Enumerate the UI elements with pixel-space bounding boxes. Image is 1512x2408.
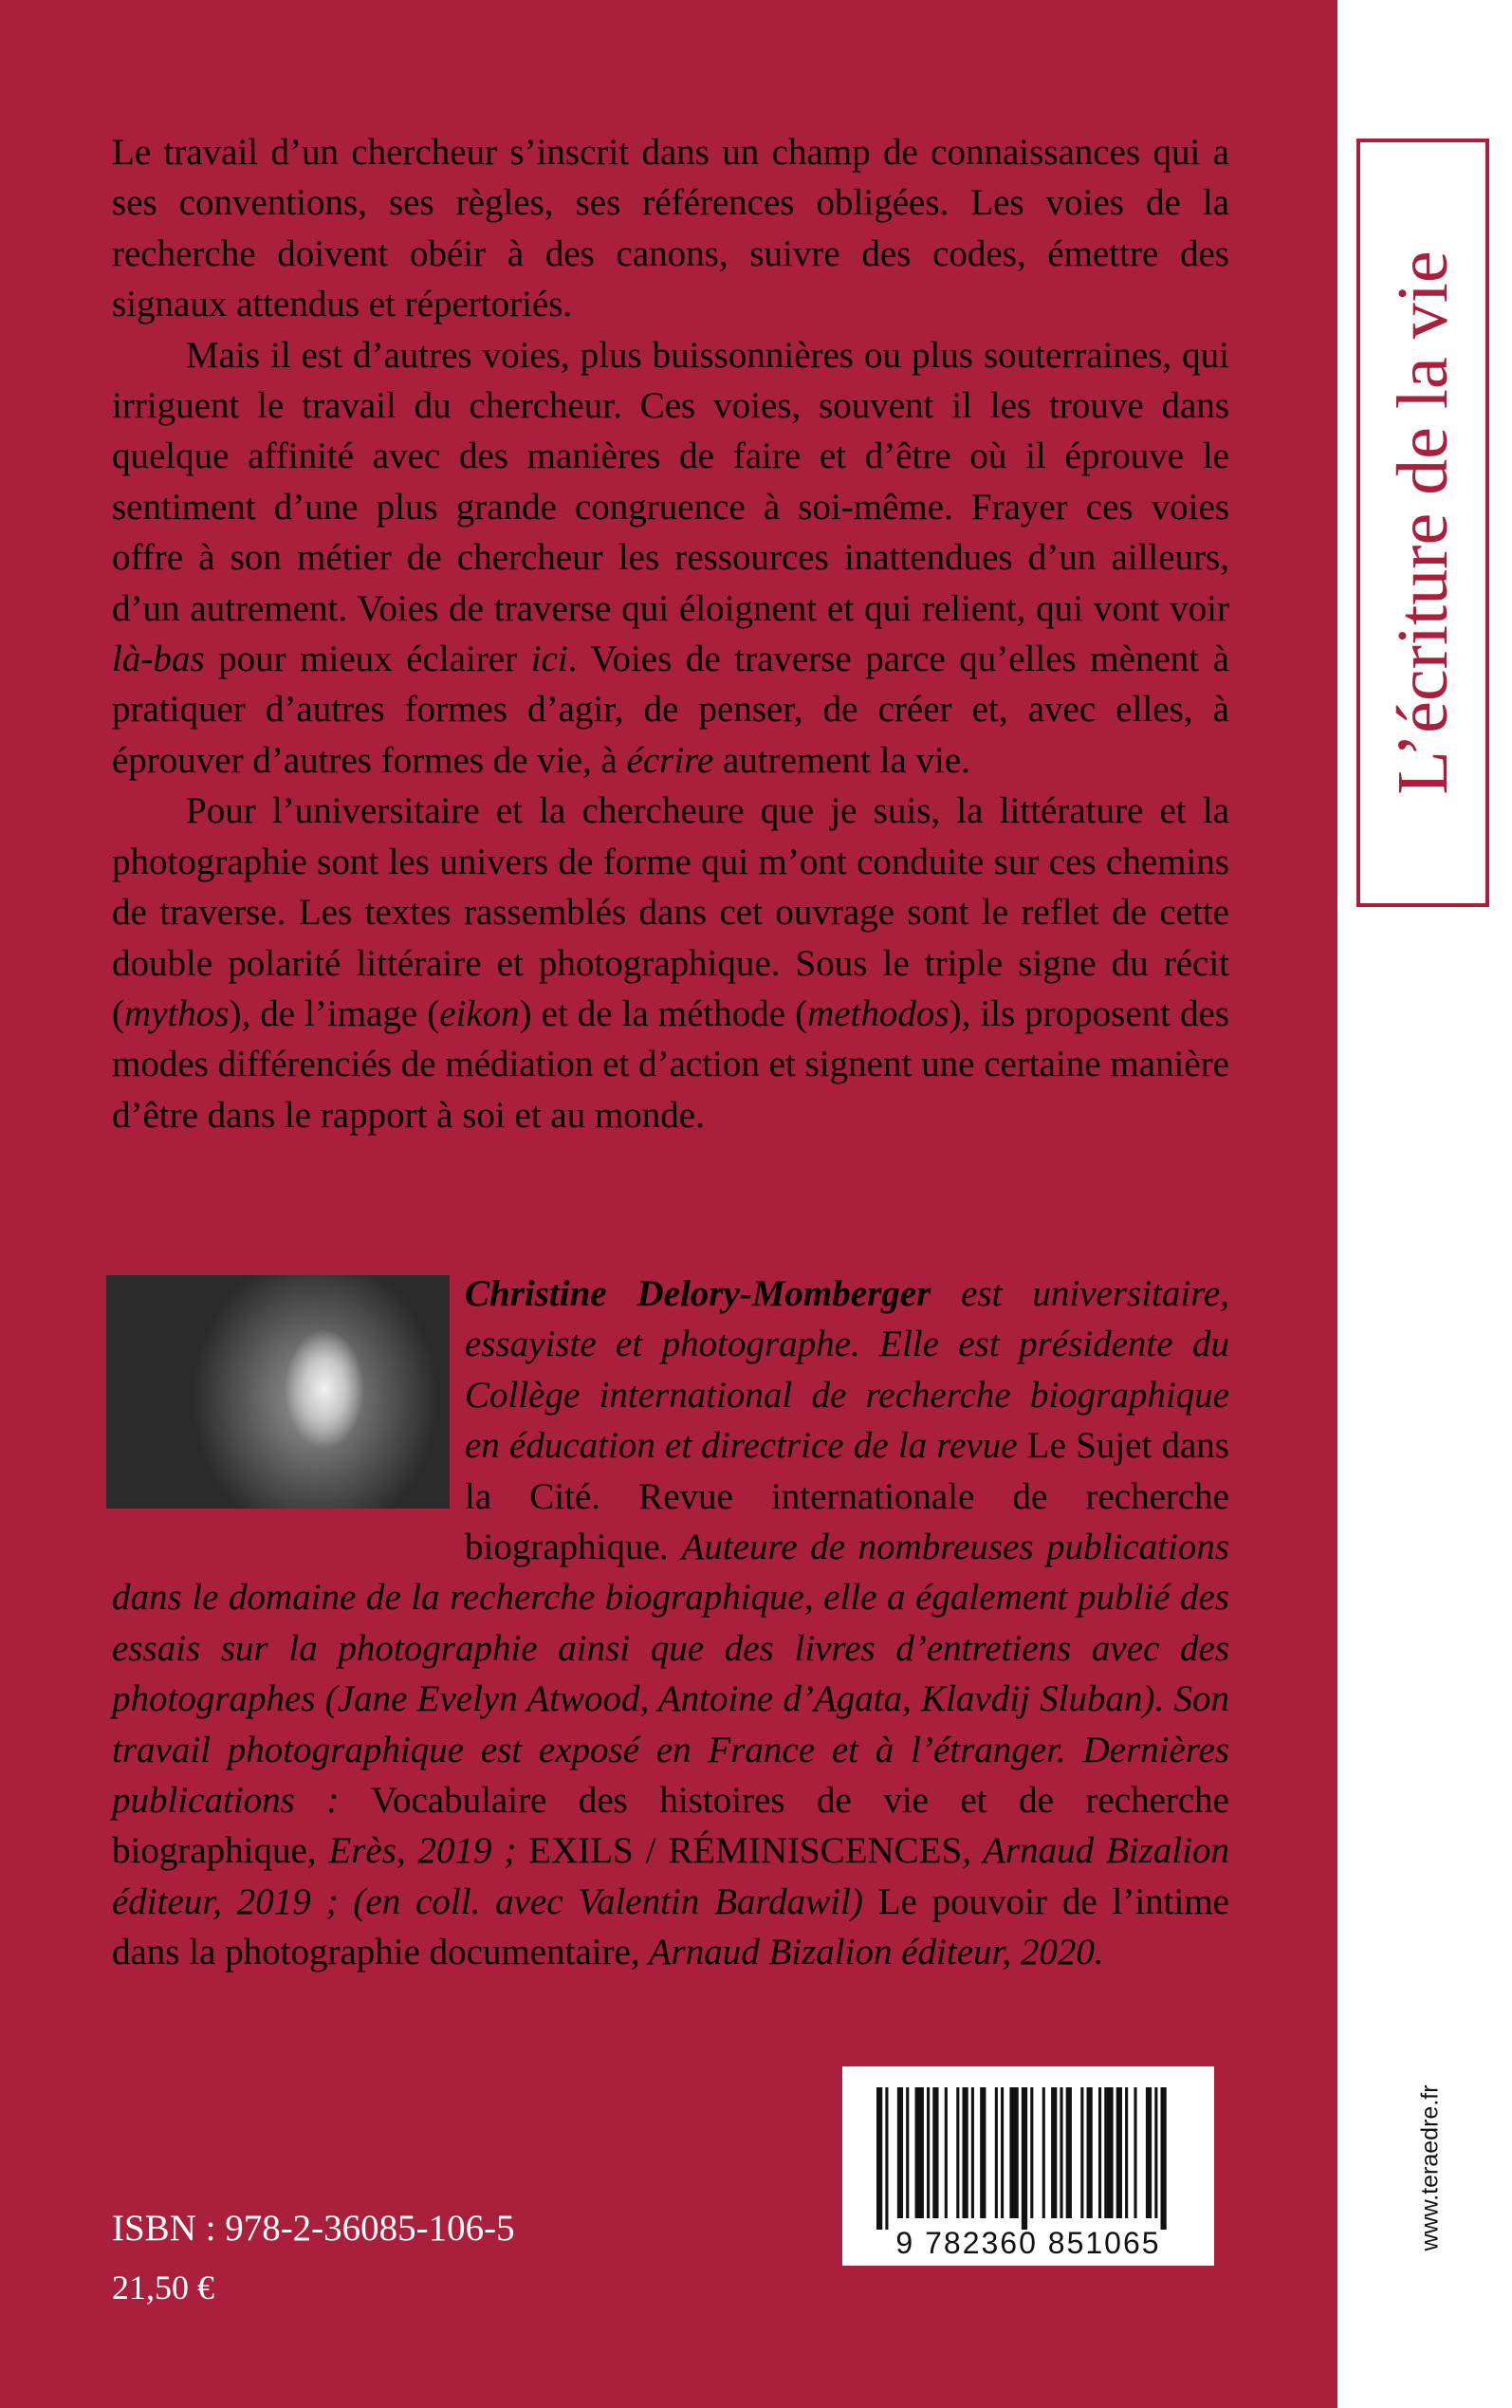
text-run: autrement la vie. [713,739,970,781]
italic-run: , Arnaud Bizalion éditeur, 2019 ; (en coll. avec Valentin Bardawil) [112,1830,1229,1922]
barcode-bar [1104,2087,1113,2218]
barcode-bar [995,2087,998,2218]
barcode-bar [1030,2087,1033,2218]
barcode-bar [945,2087,948,2218]
italic-run: écrire [626,739,714,781]
book-title: Le pouvoir de l’intime dans la photographie documentaire [112,1880,1229,1973]
price: 21,50 € [112,2269,214,2306]
barcode-bar [1125,2087,1128,2218]
barcode-bar [1087,2087,1093,2218]
text-run: ), de l’image ( [229,992,440,1034]
italic-run: là-bas [112,639,205,680]
barcode-bar [1022,2087,1027,2230]
text-run: pour mieux éclairer [204,639,531,680]
barcode-bars [842,2066,1214,2232]
barcode-bar [897,2087,903,2218]
spine-title: L’écriture de la vie [1383,250,1463,795]
barcode-bar [1066,2087,1072,2218]
barcode-bar [1001,2087,1004,2218]
barcode-bar [1116,2087,1122,2218]
barcode-bar [927,2087,930,2218]
italic-run: eikon [439,992,520,1034]
barcode-bar [915,2087,924,2218]
italic-run: methodos [807,992,950,1034]
book-title: EXILS / RÉMINISCENCES [528,1830,963,1872]
photo-spacer [112,1269,465,1570]
text-run: Mais il est d’autres voies, plus buissonnières ou plus souterraines, qui irriguent le travail du chercheur. Ces voies, souvent il les trouve dans quelque affinité avec des manières de faire et d’être où il éprouve le sentiment d’une plus grande congruence à soi-même. Frayer ces voies offre à son métier de chercheur les ressources inattendues d’un ailleurs, d’un autrement. Voies de traverse qui éloignent et qui relient, qui vont voir [112,334,1229,629]
barcode-number: 9 782360 851065 [895,2226,1161,2260]
barcode-bar [885,2087,888,2230]
barcode-bar [962,2087,968,2218]
italic-run: ici [530,639,568,680]
barcode-bar [1146,2087,1152,2218]
book-title: Vocabulaire des histoires de vie et de recherche biographique [112,1780,1229,1872]
author-bio [112,1269,1229,1978]
blurb-paragraph-1: Le travail d’un chercheur s’inscrit dans un champ de connaissances qui a ses conventions, ses règles, ses références obligées. Les voies de la recherche doivent obéir à des canons, suivre des codes, émettre des signaux attendus et répertoriés. [112,132,1229,325]
barcode-bar [932,2087,938,2218]
barcode-bar [1080,2087,1083,2218]
barcode-bar [1051,2087,1057,2218]
barcode-bar [1161,2087,1167,2230]
barcode-bar [980,2087,986,2218]
text-run: ), ils proposent des modes différenciés de médiation et d’action et signent une certaine manière d’être dans le rapport à soi et au monde. [112,992,1229,1136]
text-run: . Voies de traverse parce qu’elles mènent à pratiquer d’autres formes d’agir, de penser, de créer et, avec elles, à éprouver d’autres formes de vie, à [112,639,1229,781]
italic-run: , Arnaud Bizalion éditeur, 2020. [630,1932,1104,1973]
barcode-bar [1060,2087,1062,2218]
barcode-bar [1042,2087,1045,2218]
barcode-bar [971,2087,974,2218]
barcode-bar [876,2087,882,2230]
text-run: ) et de la méthode ( [519,992,808,1034]
barcode-bar [906,2087,909,2218]
barcode-bar [1009,2087,1018,2218]
publisher-url: www.teraedre.fr [1416,2084,1444,2251]
barcode-bar [1154,2087,1157,2218]
text-run: Pour l’universitaire et la chercheure que je suis, la littérature et la photographie sont les univers de forme qui m’ont conduite sur ces chemins de traverse. Les textes rassemblés dans cet ouvrage sont le reflet de cette double polarité littéraire et photographique. Sous le triple signe du récit ( [112,790,1229,1034]
italic-run: est universitaire, essayiste et photographe. Elle est présidente du Collège international de recherche biographique en éducation et directrice de la revue [465,1273,1229,1467]
journal-title: Le Sujet dans la Cité. Revue internationale de recherche biographique [465,1425,1229,1568]
barcode-bar [1134,2087,1136,2218]
blurb-paragraph-3 [112,786,1229,1140]
isbn: ISBN : 978-2-36085-106-5 [112,2208,515,2249]
barcode-bar [1098,2087,1101,2218]
italic-run: , Erès, 2019 ; [306,1830,529,1872]
blurb-paragraph-2 [112,330,1229,787]
italic-run: mythos [124,992,230,1034]
author-name: Christine Delory-Momberger [465,1273,931,1314]
barcode-bar [956,2087,959,2218]
barcode [842,2066,1214,2266]
italic-run: . Auteure de nombreuses publications dans le domaine de la recherche biographique, elle a également publié des essais sur la photographie ainsi que des livres d’entretiens avec des photographes (Jane Evelyn Atwood, Antoine d’Agata, Klavdij Sluban). Son travail photographique est exposé en France et à l’étranger. Dernières publications : [112,1527,1229,1822]
blurb-text [112,127,1229,1140]
